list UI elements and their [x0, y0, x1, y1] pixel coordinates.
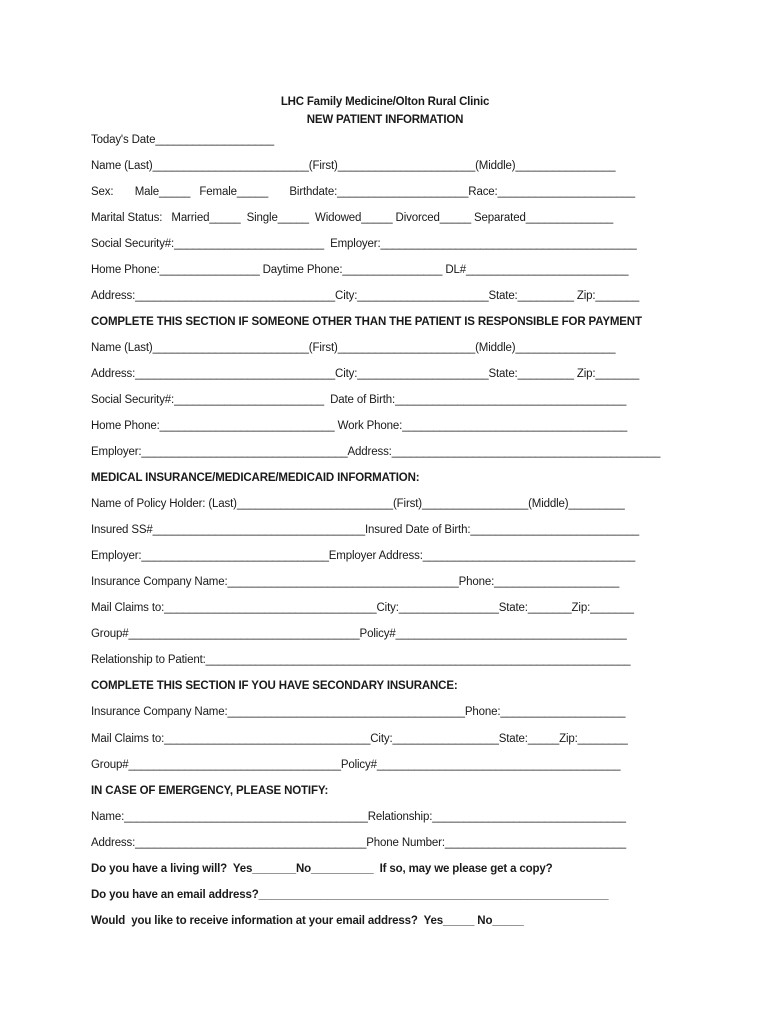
- form-title: NEW PATIENT INFORMATION: [306, 114, 464, 126]
- emergency-section-heading: IN CASE OF EMERGENCY, PLEASE NOTIFY:: [91, 785, 329, 797]
- responsible-party-section-heading: COMPLETE THIS SECTION IF SOMEONE OTHER THAN THE PATIENT IS RESPONSIBLE FOR PAYMENT: [91, 316, 642, 328]
- address-field[interactable]: Address:________________________________City:_____________________State:_________ Zip:_______: [91, 290, 640, 302]
- insurance-employer-field[interactable]: Employer:______________________________Employer Address:__________________________________: [91, 550, 636, 562]
- relationship-to-patient-field[interactable]: Relationship to Patient:____________________________________________________________________: [91, 654, 631, 666]
- insurance-company-field[interactable]: Insurance Company Name:_____________________________________Phone:____________________: [91, 576, 620, 588]
- responsible-name-field[interactable]: Name (Last)_________________________(First)______________________(Middle)________________: [91, 342, 616, 354]
- patient-name-field[interactable]: Name (Last)_________________________(First)______________________(Middle)________________: [91, 160, 616, 172]
- marital-status-field[interactable]: Marital Status: Married_____ Single_____ Widowed_____ Divorced_____ Separated______________: [91, 212, 614, 224]
- secondary-mail-claims-field[interactable]: Mail Claims to:_________________________________City:_________________State:_____Zip:________: [91, 733, 628, 745]
- responsible-ssn-dob-field[interactable]: Social Security#:________________________ Date of Birth:_____________________________________: [91, 394, 627, 406]
- responsible-address-field[interactable]: Address:________________________________City:_____________________State:_________ Zip:_______: [91, 368, 640, 380]
- responsible-phone-field[interactable]: Home Phone:____________________________ Work Phone:____________________________________: [91, 420, 628, 432]
- living-will-question[interactable]: Do you have a living will? Yes_______No__________ If so, may we please get a copy?: [91, 863, 553, 875]
- secondary-insurance-company-field[interactable]: Insurance Company Name:______________________________________Phone:____________________: [91, 706, 626, 718]
- insurance-section-heading: MEDICAL INSURANCE/MEDICARE/MEDICAID INFORMATION:: [91, 472, 420, 484]
- sex-birthdate-race-field[interactable]: Sex: Male_____ Female_____ Birthdate:_____________________Race:______________________: [91, 186, 635, 198]
- emergency-address-field[interactable]: Address:_____________________________________Phone Number:_____________________________: [91, 837, 626, 849]
- responsible-employer-field[interactable]: Employer:_________________________________Address:___________________________________________: [91, 446, 661, 458]
- ssn-employer-field[interactable]: Social Security#:________________________ Employer:_________________________________________: [91, 238, 637, 250]
- insured-ss-dob-field[interactable]: Insured SS#__________________________________Insured Date of Birth:___________________________: [91, 524, 639, 536]
- clinic-name: LHC Family Medicine/Olton Rural Clinic: [280, 96, 490, 108]
- email-consent-question[interactable]: Would you like to receive information at your email address? Yes_____ No_____: [91, 915, 524, 927]
- mail-claims-field[interactable]: Mail Claims to:__________________________________City:________________State:_______Zip:_______: [91, 602, 634, 614]
- todays-date-field[interactable]: Today's Date___________________: [91, 134, 274, 146]
- policy-holder-name-field[interactable]: Name of Policy Holder: (Last)_________________________(First)_________________(Middle)_________: [91, 498, 625, 510]
- group-policy-field[interactable]: Group#_____________________________________Policy#_____________________________________: [91, 628, 627, 640]
- secondary-group-policy-field[interactable]: Group#__________________________________Policy#_______________________________________: [91, 759, 621, 771]
- secondary-insurance-section-heading: COMPLETE THIS SECTION IF YOU HAVE SECONDARY INSURANCE:: [91, 680, 458, 692]
- phone-dl-field[interactable]: Home Phone:________________ Daytime Phone:________________ DL#__________________________: [91, 264, 629, 276]
- email-address-question[interactable]: Do you have an email address?________________________________________________________: [91, 889, 609, 901]
- emergency-name-field[interactable]: Name:_______________________________________Relationship:_______________________________: [91, 811, 626, 823]
